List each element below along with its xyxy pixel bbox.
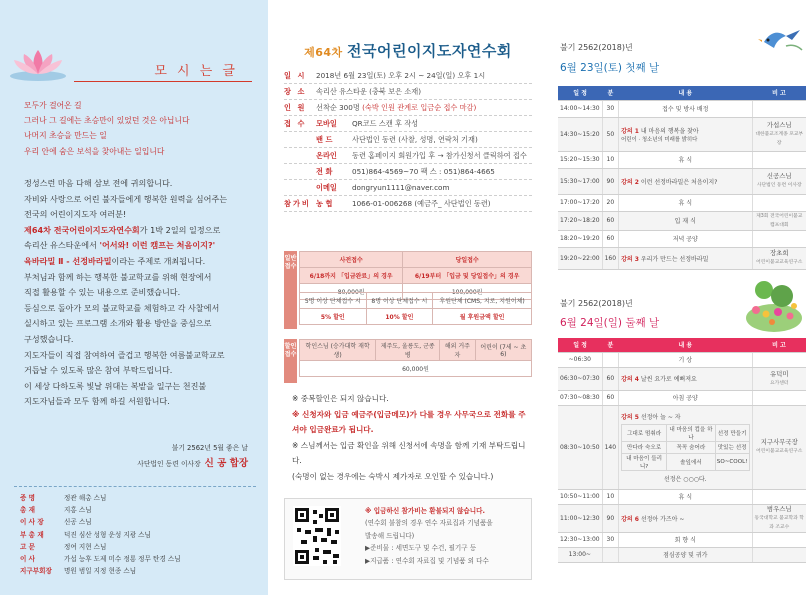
info-value: [316, 135, 532, 145]
schedule-speaker: [752, 532, 806, 547]
schedule-time: 10:50~11:00: [558, 489, 602, 504]
staff-names: 가섭 능후 도제 미수 정룡 정무 탄경 스님: [64, 555, 181, 564]
lecture-tag: 강의 1: [621, 127, 639, 135]
staff-role: 고 문: [20, 542, 36, 551]
schedule-minutes: 50: [602, 117, 618, 151]
info-text: QR코드 스캔 후 작성: [352, 118, 419, 128]
content-text: 접수 및 방사 배정: [662, 106, 709, 113]
schedule-time: 18:20~19:20: [558, 230, 602, 247]
schedule-row: [558, 405, 806, 489]
activity-cell: SO~COOL!: [715, 453, 749, 470]
lecture-tag: 강의 5: [621, 413, 639, 421]
schedule-header: [558, 338, 806, 352]
staff-role: 이 사: [20, 555, 36, 564]
info-text: 2018년 6월 23일(토) 오후 2시 ~ 24일(일) 오후 1시: [316, 70, 486, 80]
schedule-content: [619, 247, 752, 269]
schedule-content: [619, 194, 752, 211]
info-key: 장 소: [284, 86, 307, 96]
content-text: 입 재 식: [674, 218, 696, 225]
schedule-col-header: 비 고: [752, 338, 806, 352]
note: ※ 신청자와 입금 예금주(입금메모)가 다를 경우 사무국으로 전화를 주셔야 입금완료가 됩니다.: [292, 410, 526, 434]
staff-row: [20, 565, 260, 577]
schedule-minutes: 140: [602, 405, 618, 489]
activity-cell: 맛있는 선정: [715, 441, 749, 453]
schedule-row: [558, 247, 806, 269]
content-subtext: 어린이 · 청소년의 미래를 밝히다: [621, 136, 698, 143]
invitation-letter: [24, 176, 262, 410]
schedule-speaker: [752, 504, 806, 532]
staff-row: [20, 529, 260, 541]
schedule-content: [619, 168, 752, 194]
schedule-row: [558, 100, 806, 117]
poem-line: 그러나 그 길에는 초승만이 있었던 것은 아닙니다: [24, 116, 190, 126]
poem-line: 나머지 초승을 만드는 일: [24, 131, 107, 141]
staff-row: [20, 504, 260, 516]
fee-table: [284, 251, 532, 387]
schedule-minutes: 30: [602, 100, 618, 117]
schedule-time: 07:30~08:30: [558, 390, 602, 405]
content-text: 점심공양 및 귀가: [663, 552, 708, 559]
schedule-row: [558, 367, 806, 390]
fee-label-discount: 할인접수: [284, 339, 297, 383]
schedule-row: [558, 194, 806, 211]
schedule-minutes: 30: [602, 532, 618, 547]
signer: 신 공 합장: [204, 458, 248, 469]
schedule-content: [619, 117, 752, 151]
schedule-speaker: [752, 194, 806, 211]
day1-heading: 불기 2562(2018)년: [560, 43, 633, 52]
content-conclusion: 선정은 ○○○다.: [663, 475, 707, 483]
speaker-title: 어린이불교교육연구소: [756, 260, 803, 265]
schedule-speaker: [752, 547, 806, 562]
staff-role: 부 총 재: [20, 530, 44, 539]
schedule-col-header: 비 고: [752, 86, 806, 100]
letter-line: 부처님과 함께 하는 행복한 불교학교를 위해 현장에서: [24, 271, 212, 282]
letter-line: 등심으로 돌아가 모의 불교학교를 체험하고 각 사찰에서: [24, 302, 220, 313]
schedule-speaker: [752, 117, 806, 151]
info-text: 사단법인 동련 (사찰, 성명, 연락처 기재): [352, 134, 478, 144]
fee-val: 100,000원: [403, 284, 532, 300]
disc-col: 5명 이상 단체접수 시: [300, 293, 367, 309]
staff-names: 덕진 심산 성형 운성 지광 스님: [64, 530, 151, 539]
staff-row: [20, 541, 260, 553]
info-text: dongryun1111@naver.com: [352, 182, 450, 192]
info-value: [316, 87, 532, 97]
info-row: [284, 196, 532, 212]
info-value: [316, 151, 532, 161]
qr-note: 발송해 드립니다): [365, 531, 415, 540]
info-value: [316, 119, 532, 129]
content-text: 휴 식: [678, 200, 693, 207]
schedule-speaker: [752, 405, 806, 489]
activity-cell: 솔잎에서: [667, 453, 716, 470]
letter-line: 구성했습니다.: [24, 333, 74, 344]
disc-col: 후원단체 (CMS, 지로, 지원이체): [433, 293, 532, 309]
qr-note: ▶준비물 : 세면도구 및 수건, 필기구 등: [365, 544, 477, 553]
schedule-time: 12:30~13:00: [558, 532, 602, 547]
schedule-minutes: 60: [602, 230, 618, 247]
info-text: 선착순 300명: [316, 102, 360, 112]
schedule-speaker: [752, 390, 806, 405]
schedule-speaker: [752, 247, 806, 269]
info-row: [284, 68, 532, 84]
info-row: [284, 148, 532, 164]
info-value: [316, 71, 532, 81]
disc2-col: 제주도, 울릉도, 군종병: [376, 340, 440, 361]
signature-block: [137, 440, 248, 472]
disc-col: 8명 이상 단체접수 시: [366, 293, 433, 309]
staff-names: 명원 범일 지정 현종 스님: [64, 567, 137, 576]
schedule-time: 06:30~07:30: [558, 367, 602, 390]
schedule-content: [619, 367, 752, 390]
staff-names: 정여 지현 스님: [64, 542, 107, 551]
staff-names: 신공 스님: [64, 518, 92, 527]
info-row: [284, 84, 532, 100]
disc2-val: 60,000원: [300, 361, 532, 377]
content-text: 기 상: [678, 357, 693, 364]
info-text: 동련 홈페이지 회원가입 후 → 참가신청서 클릭하여 접수: [352, 150, 527, 160]
schedule-content: [619, 151, 752, 168]
schedule-col-header: 일 정: [558, 338, 602, 352]
speaker-name: 신공스님: [766, 172, 792, 180]
schedule-content: [619, 390, 752, 405]
staff-row: [20, 492, 260, 504]
lecture-tag: 강의 6: [621, 515, 639, 523]
schedule-row: [558, 532, 806, 547]
schedule-time: 15:20~15:30: [558, 151, 602, 168]
schedule-speaker: [752, 151, 806, 168]
content-text: 선정아 놀 ~ 자: [640, 413, 681, 421]
letter-line: 지도자님들과 모두 함께 하길 서원합니다.: [24, 396, 170, 407]
day2-title: 6월 24일(일) 둘째 날: [560, 317, 660, 329]
staff-names: 정관 해총 스님: [64, 494, 107, 502]
schedule-row: [558, 390, 806, 405]
schedule-speaker: [752, 352, 806, 367]
info-row: [284, 132, 532, 148]
speaker-name: 가섭스님: [766, 120, 792, 129]
schedule-minutes: 90: [602, 504, 618, 532]
letter-line: 지도자들이 직접 참여하여 즐겁고 행복한 여름불교학교로: [24, 349, 225, 360]
content-text: 날씬 요가로 예뻐져요: [640, 376, 697, 383]
staff-role: 이 사 장: [20, 518, 44, 527]
qr-box: [284, 498, 532, 580]
activity-cell: 선정 만들기: [715, 424, 749, 441]
content-text: 선정아 가즈아 ~: [640, 515, 685, 523]
day2-heading: 불기 2562(2018)년: [560, 299, 633, 308]
schedule-header: [558, 86, 806, 100]
fee-discount2-table: [299, 339, 532, 377]
schedule-row: [558, 211, 806, 230]
disc-val: 10% 할인: [366, 309, 433, 325]
content-text: 내 마음의 행복을 찾아: [640, 127, 699, 135]
invitation-title: 모 시 는 글: [74, 60, 252, 82]
disc2-col: 어린이 (7세 ~ 초6): [475, 340, 531, 361]
activity-cell: 그대로 멈춰라: [622, 424, 667, 441]
info-key: 접 수: [284, 118, 307, 128]
staff-row: [20, 516, 260, 528]
staff-role: 총 재: [20, 506, 36, 515]
qr-note: ※ 입금하신 참가비는 환불되지 않습니다.: [365, 507, 486, 515]
schedule-speaker: [752, 100, 806, 117]
info-sub-key: 이메일: [316, 182, 337, 192]
info-key: 참가비: [284, 198, 311, 208]
speaker-title: 사단법인 동련 이사장: [756, 183, 802, 188]
schedule-content: [619, 489, 752, 504]
disc2-col: 학인스님 (승가대학 재학생): [300, 340, 376, 361]
schedule-minutes: 10: [602, 489, 618, 504]
day1-title: 6월 23일(토) 첫째 날: [560, 62, 660, 74]
schedule-row: [558, 489, 806, 504]
info-value: [316, 183, 532, 193]
info-row: [284, 116, 532, 132]
staff-list: [20, 492, 260, 577]
info-sub-key: 온라인: [316, 150, 337, 160]
poem: [24, 98, 260, 159]
schedule-speaker: [752, 489, 806, 504]
event-title: 제64차 전국어린이지도자연수회: [304, 42, 512, 60]
lecture-tag: 강의 3: [621, 255, 639, 263]
letter-line: 속리산 유스타운에서 '어서와! 이런 캠프는 처음이지?': [24, 240, 216, 251]
info-sub-key: 모바일: [316, 118, 337, 128]
schedule-panel: [540, 0, 808, 595]
lecture-tag: 강의 4: [621, 376, 639, 383]
schedule-col-header: 내 용: [619, 86, 752, 100]
schedule-col-header: 분: [602, 338, 618, 352]
content-text: 우리가 만드는 선정바라밀: [640, 255, 709, 263]
qr-code-icon[interactable]: [293, 506, 341, 566]
poem-line: 모두가 걸어온 길: [24, 101, 82, 110]
speaker-name: 장초희: [769, 249, 789, 257]
info-text: 속리산 유스타운 (충북 보은 소재): [316, 86, 422, 96]
letter-line: 자비와 사랑으로 어린 불자들에게 행복한 원력을 심어주는: [24, 193, 228, 204]
fee-col: 사전접수: [300, 252, 403, 268]
schedule-minutes: 60: [602, 367, 618, 390]
staff-role: 증 명: [20, 494, 36, 502]
info-sub-key: 밴 드: [316, 134, 333, 144]
poem-line: 우리 안에 숨은 보석을 찾아내는 일입니다: [24, 146, 165, 156]
schedule-minutes: 90: [602, 168, 618, 194]
schedule-time: 08:30~10:50: [558, 405, 602, 489]
activity-cell: 꼭꼭 숨어라: [667, 441, 716, 453]
schedule-minutes: 160: [602, 247, 618, 269]
lecture-tag: 강의 2: [621, 178, 639, 186]
letter-line: 정성스런 마음 다해 삼보 전에 귀의합니다.: [24, 178, 173, 188]
schedule-minutes: 60: [602, 211, 618, 230]
schedule-content: [619, 504, 752, 532]
fee-label-general: 일반접수: [284, 251, 297, 329]
info-row: [284, 180, 532, 196]
lotus-icon: [8, 46, 68, 82]
content-text: 회 향 식: [674, 537, 696, 544]
content-text: 휴 식: [678, 157, 693, 164]
schedule-row: [558, 168, 806, 194]
schedule-minutes: [602, 547, 618, 562]
schedule-col-header: 내 용: [619, 338, 752, 352]
schedule-speaker: [752, 230, 806, 247]
activity-grid: [621, 424, 749, 471]
speaker-title: 대한불교조계종 포교부장: [755, 131, 804, 146]
speaker-title: 요가센터: [769, 380, 789, 386]
info-sub-key: 전 화: [316, 166, 333, 176]
disc-val: 월 후원금액 할인: [433, 309, 532, 325]
activity-row: [622, 441, 749, 453]
content-text: 아침 공양: [672, 395, 698, 402]
qr-note: (연수회 불참의 경우 연수 자료집과 기념품을: [365, 519, 493, 528]
schedule-content: [619, 352, 752, 367]
activity-row: [622, 453, 749, 470]
schedule-content: [619, 211, 752, 230]
schedule-col-header: 분: [602, 86, 618, 100]
info-key: 일 시: [284, 70, 307, 80]
schedule-content: [619, 532, 752, 547]
info-text: 051)864-4569~70 팩 스 : 051)864-4665: [352, 166, 495, 176]
fee-col: 당일접수: [403, 252, 532, 268]
letter-line: 제64차 전국어린이지도자연수회가 1박 2일의 일정으로: [24, 224, 221, 235]
schedule-content: [619, 100, 752, 117]
info-value: [316, 103, 532, 113]
info-value: [316, 199, 532, 209]
disc-val: 5% 할인: [300, 309, 367, 325]
bird-icon: [756, 26, 804, 54]
fee-discount-table: [299, 292, 532, 325]
schedule-col-header: 일 정: [558, 86, 602, 100]
disc2-col: 해외 거주자: [440, 340, 475, 361]
day2-schedule-table: [558, 338, 806, 563]
schedule-minutes: [602, 352, 618, 367]
fee-sub: 6/19부터 「입금 및 당일접수」의 경우: [403, 268, 532, 284]
staff-role: 지구부회장: [20, 567, 52, 576]
schedule-time: 14:30~15:20: [558, 117, 602, 151]
staff-names: 지홍 스님: [64, 506, 92, 515]
note: ※ 스님께서는 입금 확인을 위해 신청서에 속명을 함께 기재 부탁드립니다.: [292, 441, 526, 465]
info-key: 인 원: [284, 102, 307, 112]
divider: [14, 486, 256, 487]
schedule-time: 15:30~17:00: [558, 168, 602, 194]
schedule-row: [558, 547, 806, 562]
invitation-panel: [0, 0, 268, 595]
staff-row: [20, 553, 260, 565]
content-text: 저녁 공양: [672, 236, 698, 243]
schedule-time: 17:20~18:20: [558, 211, 602, 230]
activity-row: [622, 424, 749, 441]
note: ※ 중복할인은 되지 않습니다.: [292, 394, 389, 403]
schedule-time: 13:00~: [558, 547, 602, 562]
speaker-name: 유덕미: [769, 369, 789, 378]
letter-line: 전국의 어린이지도자 여러분!: [24, 209, 127, 220]
schedule-content: [619, 405, 752, 489]
fee-val: 80,000원: [300, 284, 403, 300]
day1-schedule-table: [558, 86, 806, 270]
schedule-row: [558, 504, 806, 532]
content-text: 이런 선정바라밀은 처음이지?: [640, 178, 718, 186]
letter-line: 이 세상 다하도록 빛날 위대는 복밭을 일구는 천진불: [24, 380, 207, 391]
schedule-speaker: [752, 211, 806, 230]
speaker-name: 범우스님: [766, 504, 792, 513]
speaker-title: 어린이불교교육연구소: [756, 449, 803, 454]
info-sub-key: 농 협: [316, 198, 333, 208]
letter-line: 거듭날 수 있도록 많은 참여 부탁드립니다.: [24, 365, 173, 376]
schedule-row: [558, 230, 806, 247]
schedule-time: 14:00~14:30: [558, 100, 602, 117]
schedule-time: 19:20~22:00: [558, 247, 602, 269]
info-row: [284, 164, 532, 180]
notes: [292, 392, 532, 486]
event-info-table: [284, 68, 532, 212]
activity-cell: 내 마음의 컵을 하나: [667, 424, 716, 441]
schedule-speaker: [752, 367, 806, 390]
schedule-time: ~06:30: [558, 352, 602, 367]
content-text: 휴 식: [678, 494, 693, 501]
schedule-minutes: 10: [602, 151, 618, 168]
qr-note: ▶지급품 : 연수회 자료집 및 기념품 외 다수: [365, 556, 489, 565]
schedule-content: [619, 230, 752, 247]
activity-cell: 내 마음이 들리니?: [622, 453, 667, 470]
schedule-content: [619, 547, 752, 562]
letter-line: 육바라밀 Ⅱ - 선정바라밀이라는 주제로 개최됩니다.: [24, 255, 206, 266]
schedule-row: [558, 117, 806, 151]
info-row: [284, 100, 532, 116]
schedule-time: 11:00~12:30: [558, 504, 602, 532]
qr-notes: [365, 505, 527, 567]
flower-garden-icon: [734, 270, 804, 332]
letter-date: 불기 2562년 5월 좋은 날: [171, 444, 248, 452]
note: (숙명이 없는 경우에는 숙박시 제가자로 오인할 수 있습니다.): [292, 472, 494, 482]
schedule-minutes: 60: [602, 390, 618, 405]
letter-line: 직접 활용할 수 있는 내용으로 준비했습니다.: [24, 287, 181, 298]
schedule-row: [558, 352, 806, 367]
schedule-speaker: [752, 168, 806, 194]
event-info-panel: [268, 0, 540, 595]
schedule-minutes: 20: [602, 194, 618, 211]
schedule-row: [558, 151, 806, 168]
speaker-title: 동국대학교 불교학과 학과 조교수: [754, 515, 804, 530]
info-text: 1066-01-006268 (예금주_ 사단법인 동련): [352, 198, 491, 208]
activity-cell: 만다라 숙오로: [622, 441, 667, 453]
speaker-name: 지구사무국장: [760, 438, 798, 446]
info-value: [316, 167, 532, 177]
schedule-time: 17:00~17:20: [558, 194, 602, 211]
speaker-title: 제3회 전국어린이불교캠프대회: [756, 213, 803, 228]
letter-line: 실시하고 있는 프로그램 소개와 활용 방안을 중심으로: [24, 318, 212, 329]
info-note: (숙박 인원 관계로 입금순 접수 마감): [359, 102, 477, 112]
fee-sub: 6/18까지 「입금완료」의 경우: [300, 268, 403, 284]
organization: 사단법인 동련 이사장: [137, 460, 201, 468]
